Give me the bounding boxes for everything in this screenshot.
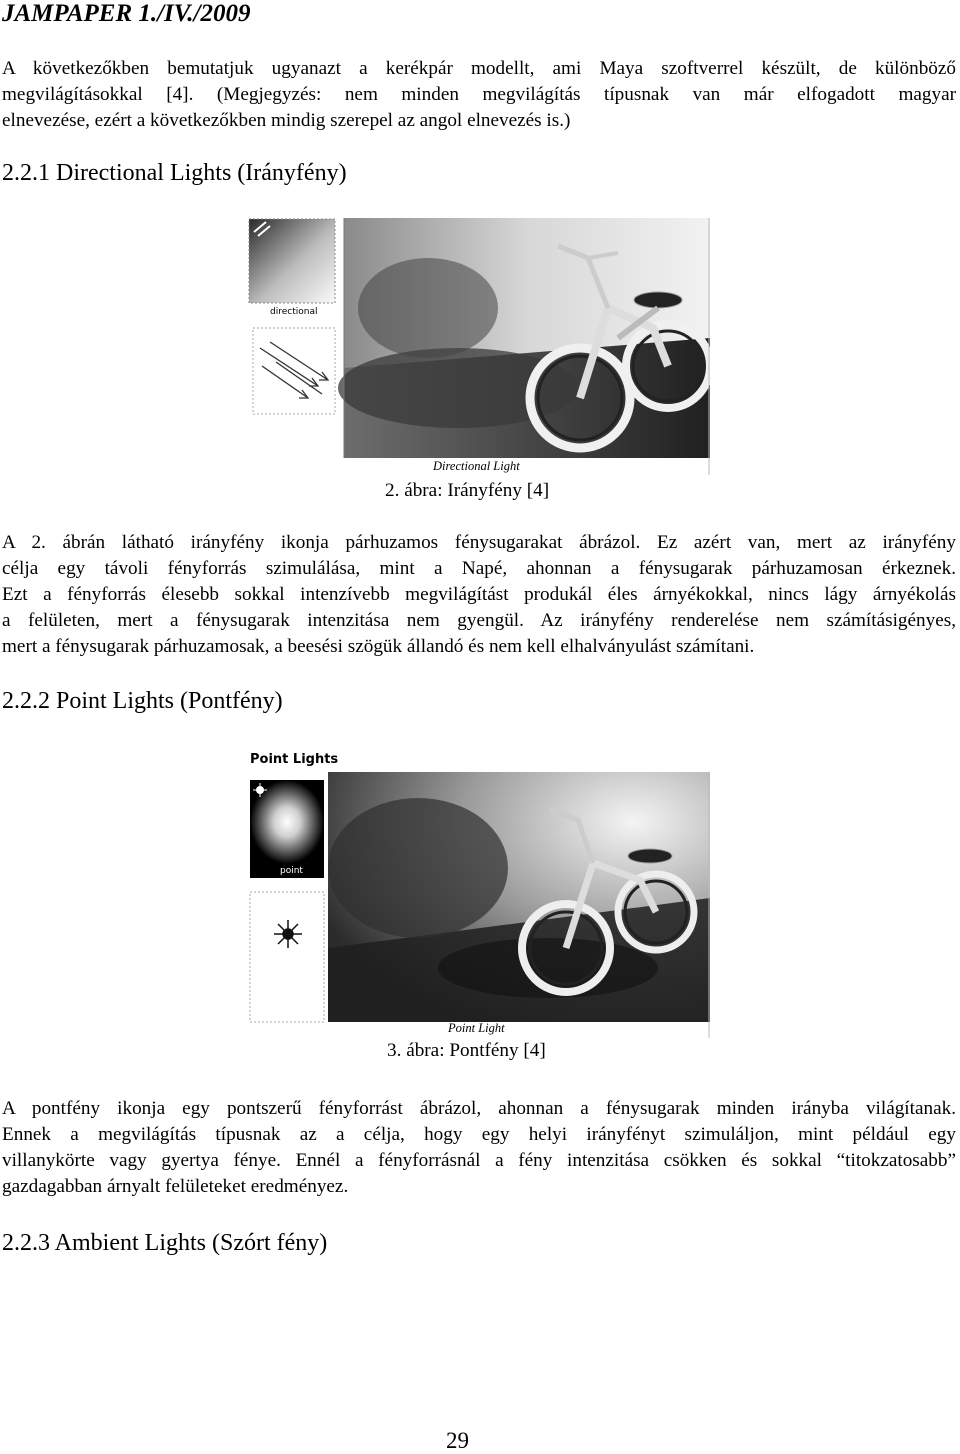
text-line: Ennek a megvilágítás típusnak az a célja, hogy egy helyi irányfényt szimuláljon, mint például egy [2,1124,956,1145]
page-number: 29 [446,1428,469,1453]
point-light-illustration [248,748,710,1038]
section-heading-ambient: 2.2.3 Ambient Lights (Szórt fény) [2,1230,328,1256]
section-heading-directional: 2.2.1 Directional Lights (Irányfény) [2,160,347,186]
text-line: gazdagabban árnyalt felületeket eredményez. [2,1176,349,1197]
text-line: a felületen, mert a fénysugarak intenzitása nem gyengül. Az irányfény renderelése nem számításigényes, [2,610,956,631]
text-line: mert a fénysugarak párhuzamosak, a beesési szögük állandó és nem kell elhalványulást számítani. [2,636,755,657]
journal-header: JAMPAPER 1./IV./2009 [2,0,251,27]
intro-paragraph [2,56,956,134]
figure-directional-light [248,218,710,475]
point-paragraph [2,1096,956,1200]
text-line: villanykörte vagy gyertya fénye. Ennél a fényforrásnál a fény intenzitása csökken és sokkal “titokzatosabb” [2,1150,956,1171]
icon-label-directional: directional [270,307,318,317]
text-line: A 2. ábrán látható irányfény ikonja párhuzamos fénysugarakat ábrázol. Ez azért van, mert az irányfény [2,532,956,553]
icon-label-point: point [280,866,303,876]
point-light-icon [274,920,302,948]
figure-point-light [248,748,710,1038]
render-label-directional: Directional Light [433,459,520,473]
figure-caption-2: 2. ábra: Irányfény [4] [385,480,550,501]
directional-paragraph [2,530,956,660]
text-line: A pontfény ikonja egy pontszerű fényforrást ábrázol, ahonnan a fénysugarak minden irányba világítanak. [2,1098,956,1119]
text-line: elnevezése, ezért a következőkben mindig szerepel az angol elnevezés is.) [2,110,571,131]
text-line: Ezt a fényforrás élesebb sokkal intenzívebb megvilágítást produkál éles árnyékokkal, nincs lágy árnyékolás [2,584,956,605]
text-line: megvilágításokkal [4]. (Megjegyzés: nem minden megvilágítás típusnak van már elfogadott magyar [2,84,956,105]
section-heading-point: 2.2.2 Point Lights (Pontfény) [2,688,283,714]
text-line: A következőkben bemutatjuk ugyanazt a kerékpár modellt, ami Maya szoftverrel készült, de különböző [2,58,956,79]
text-line: célja egy távoli fényforrás szimulálása, mint a Napé, ahonnan a fénysugarak párhuzamosan érkeznek. [2,558,956,579]
directional-light-illustration [248,218,710,475]
render-label-point: Point Light [448,1021,505,1035]
figure-caption-3: 3. ábra: Pontfény [4] [387,1040,546,1061]
panel-title: Point Lights [250,752,339,767]
